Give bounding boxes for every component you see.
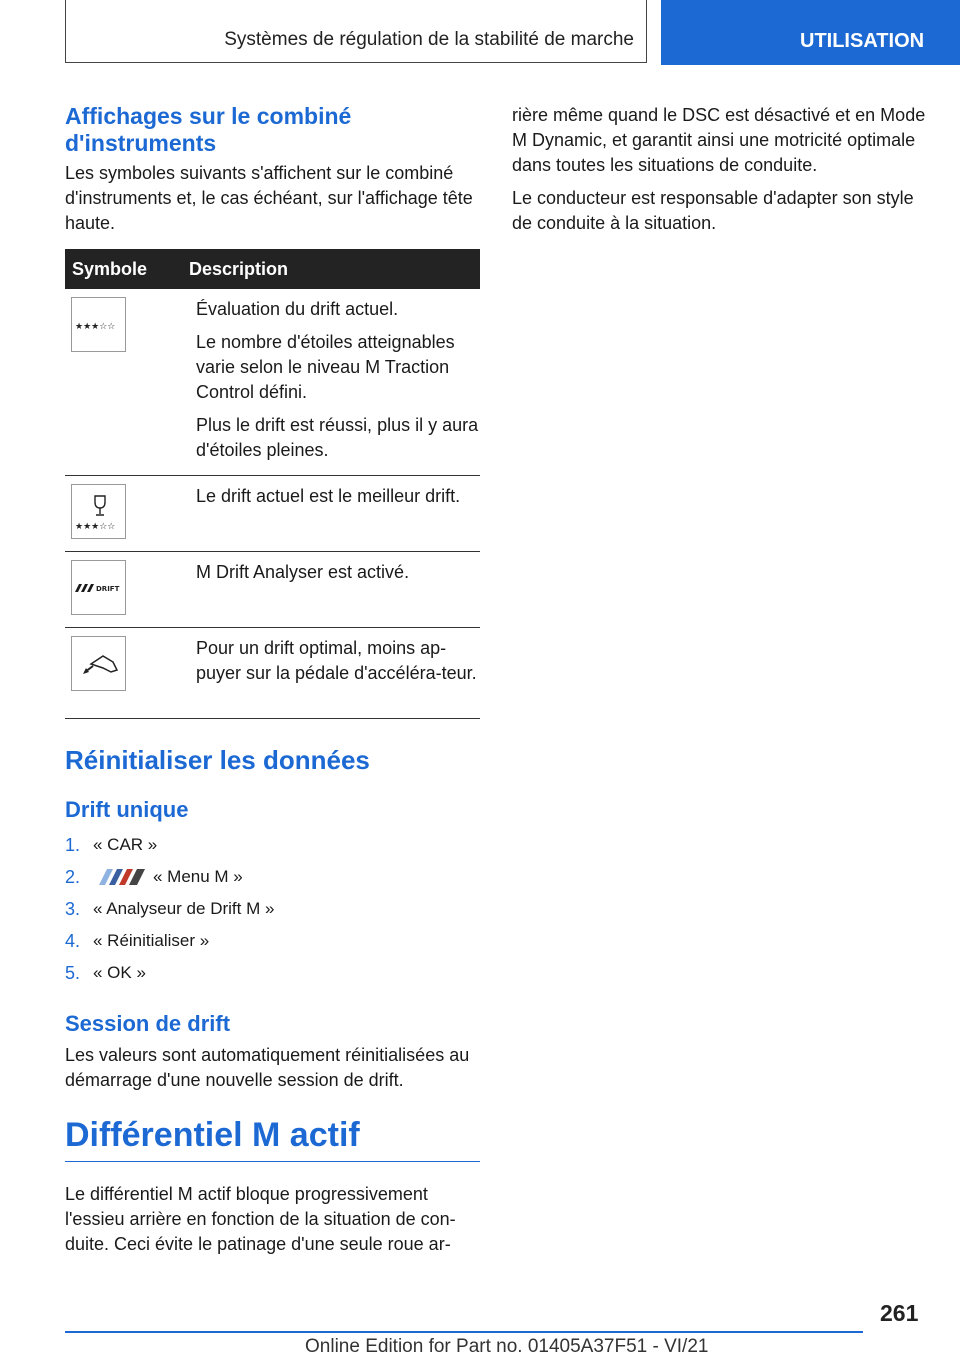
heading-session: Session de drift	[65, 1011, 231, 1036]
row1-desc-1: Évaluation du drift actuel.	[196, 299, 399, 319]
table-row	[65, 289, 480, 476]
m-menu-icon	[93, 861, 153, 893]
paragraph-right-2: Le conducteur est responsable d'adapter son style de conduite à la situation.	[512, 188, 914, 233]
symbol-table	[65, 249, 480, 719]
heading-reinitialiser: Réinitialiser les données	[65, 745, 370, 775]
list-item: 3. « Analyseur de Drift M »	[65, 899, 275, 919]
list-item: 2. « Menu M »	[65, 861, 480, 893]
heading-differentiel: Différentiel M actif	[65, 1115, 480, 1162]
footer-divider	[65, 1331, 863, 1333]
table-row	[65, 628, 480, 719]
heading-drift-unique: Drift unique	[65, 797, 189, 822]
svg-text:★★★☆☆: ★★★☆☆	[74, 321, 115, 332]
heading-affichages: Affichages sur le combiné d'instruments	[65, 103, 352, 156]
m-drift-icon	[71, 560, 126, 615]
page-number: 261	[880, 1300, 919, 1326]
paragraph-differentiel: Le différentiel M actif bloque progressivement l'essieu arrière en fonction de la situation de con-duite. Ceci évite le patinage d'une seule roue ar-	[65, 1184, 456, 1254]
row4-desc: Pour un drift optimal, moins ap-puyer sur la pédale d'accéléra-teur.	[196, 638, 477, 683]
drift-stars-icon	[71, 297, 126, 352]
svg-text:DRIFT: DRIFT	[95, 584, 119, 593]
header-section-box	[65, 0, 647, 63]
trophy-stars-icon	[71, 484, 126, 539]
svg-text:★★★☆☆: ★★★☆☆	[74, 521, 115, 532]
table-header	[65, 249, 480, 289]
list-item: 1. « CAR »	[65, 835, 158, 855]
row1-desc-2: Le nombre d'étoiles atteignables varie selon le niveau M Traction Control défini.	[196, 332, 455, 402]
table-row	[65, 476, 480, 552]
col-symbol-header: Symbole	[72, 259, 148, 279]
paragraph-session: Les valeurs sont automatiquement réinitialisées au démarrage d'une nouvelle session de drift.	[65, 1045, 470, 1090]
paragraph-right-1: rière même quand le DSC est désactivé et en Mode M Dynamic, et garantit ainsi une motricité optimale dans toutes les situations de conduite.	[512, 105, 926, 175]
header-tab-utilisation[interactable]: UTILISATION	[661, 0, 960, 65]
list-item: 4. « Réinitialiser »	[65, 931, 210, 951]
list-item: 5. « OK »	[65, 963, 146, 983]
right-column	[512, 103, 927, 236]
table-row	[65, 552, 480, 628]
footer-edition: Online Edition for Part no. 01405A37F51 - VI/21	[305, 1336, 709, 1357]
row2-desc: Le drift actuel est le meilleur drift.	[196, 486, 461, 506]
row1-desc-3: Plus le drift est réussi, plus il y aura d'étoiles pleines.	[196, 415, 479, 460]
pedal-foot-icon	[71, 636, 126, 691]
header-section-title: Systèmes de régulation de la stabilité de marche	[224, 29, 634, 50]
reset-steps-list	[65, 829, 480, 989]
left-column	[65, 103, 480, 1257]
row3-desc: M Drift Analyser est activé.	[196, 562, 410, 582]
col-desc-header: Description	[189, 259, 289, 279]
paragraph-affichages: Les symboles suivants s'affichent sur le combiné d'instruments et, le cas échéant, sur l'affichage tête haute.	[65, 163, 473, 233]
